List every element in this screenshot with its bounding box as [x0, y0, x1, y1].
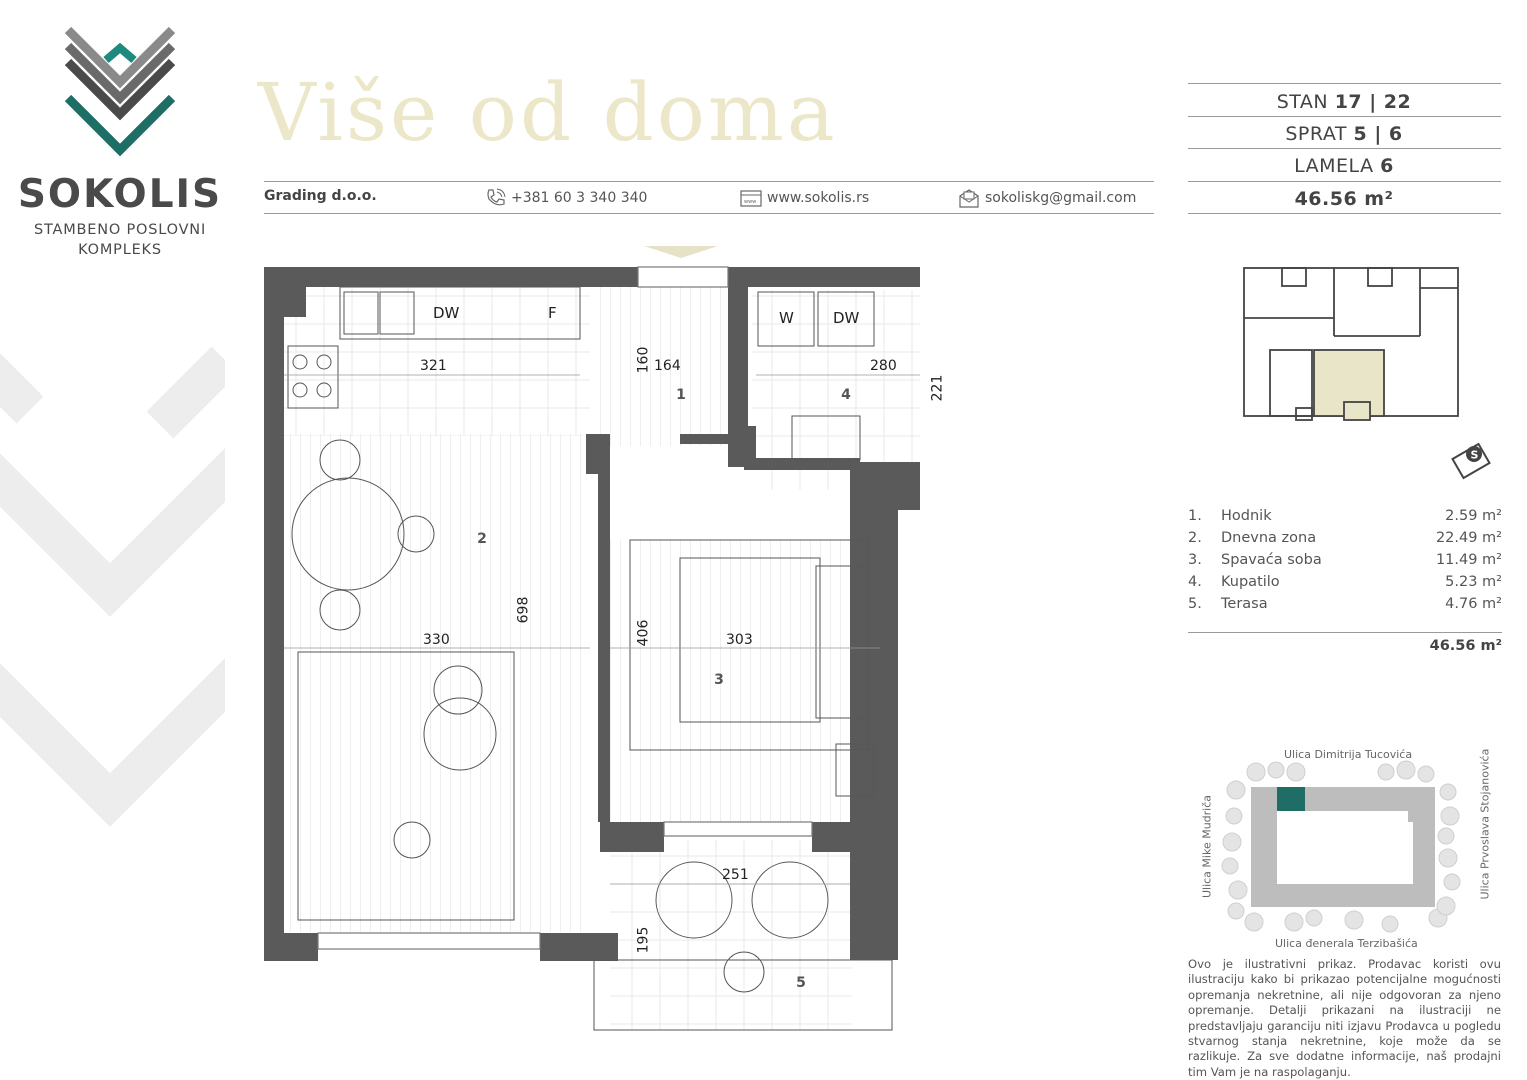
dishwasher-label: DW [833, 309, 860, 327]
unit-area: 46.56 m² [1294, 188, 1394, 210]
phone-number: +381 60 3 340 340 [511, 190, 648, 206]
floor-plan-drawing [240, 240, 920, 1040]
dimension-label: 195 [635, 926, 652, 954]
compass-letter: S [1470, 448, 1479, 462]
web-icon [740, 187, 762, 209]
company-name: Grading d.o.o. [264, 188, 377, 204]
dimension-label: 330 [423, 632, 450, 648]
sokolis-logo-mark [60, 24, 180, 160]
svg-text:www: www [744, 199, 757, 205]
website-url: www.sokolis.rs [767, 190, 870, 206]
email-address: sokoliskg@gmail.com [985, 190, 1137, 206]
north-compass-icon [1448, 440, 1494, 482]
apartment-floor-plan [240, 240, 946, 1040]
unit-number: STAN 17 | 22 [1276, 91, 1412, 113]
lamela-number: LAMELA 6 [1294, 155, 1394, 177]
dimension-label: 251 [722, 867, 749, 883]
dimension-label: 698 [515, 596, 532, 624]
dimension-label: 406 [635, 619, 652, 647]
divider [1188, 148, 1501, 149]
email-contact[interactable] [958, 187, 1136, 209]
list-item: 1. Hodnik 2.59 m² [1188, 508, 1502, 524]
dishwasher-label: DW [433, 304, 460, 322]
list-item: 2. Dnevna zona 22.49 m² [1188, 530, 1502, 546]
washer-label: W [779, 309, 794, 327]
disclaimer-text: Ovo je ilustrativni prikaz. Prodavac koristi ovu ilustraciju kako bi prikazao potencijalne mogućnosti opremanja nekretnine, ali nije odgovoran za njeno opremanje. Detalji prikazani na ilustraciji ne predstavljaju garanciju niti izjavu Prodavca u pogledu stvarnog stanja nekretnine, koje može da se razlikuje. Za sve dodatne informacije, naš prodajni tim Vam je na raspolaganju. [1188, 957, 1501, 1079]
street-label-bottom: Ulica đenerala Terzibašića [1275, 937, 1418, 950]
website-contact[interactable] [740, 187, 869, 209]
divider [1188, 116, 1501, 117]
dimension-label: 160 [635, 346, 652, 374]
street-label-right: Ulica Prvoslava Stojanovića [1478, 748, 1492, 900]
site-location-plan [1200, 746, 1500, 956]
street-label-left: Ulica Mike Mudriča [1200, 794, 1214, 899]
phone-contact[interactable] [484, 187, 647, 209]
brand-name: SOKOLIS [17, 172, 223, 217]
divider [1188, 181, 1501, 182]
list-item: 5. Terasa 4.76 m² [1188, 596, 1502, 612]
phone-icon [484, 187, 506, 209]
room-number-marker: 4 [832, 381, 860, 409]
entrance-arrow-icon [644, 246, 718, 258]
room-number-marker: 1 [667, 381, 695, 409]
room-number-marker: 5 [787, 969, 815, 997]
brand-subtitle: KOMPLEKS [78, 242, 162, 258]
contact-bar [264, 182, 1154, 214]
room-area-list [1188, 508, 1502, 618]
list-item: 4. Kupatilo 5.23 m² [1188, 574, 1502, 590]
list-item: 3. Spavaća soba 11.49 m² [1188, 552, 1502, 568]
floor-number: SPRAT 5 | 6 [1285, 123, 1403, 145]
brand-subtitle: STAMBENO POSLOVNI [33, 222, 207, 238]
mail-icon [958, 187, 980, 209]
slogan: Više od doma [258, 66, 838, 159]
total-area: 46.56 m² [1429, 638, 1502, 654]
dimension-label: 321 [420, 358, 447, 374]
dimension-label: 280 [870, 358, 897, 374]
divider [1188, 213, 1501, 214]
dimension-label: 303 [726, 632, 753, 648]
divider [1188, 632, 1502, 633]
fridge-label: F [548, 304, 557, 322]
dimension-label: 164 [654, 358, 681, 374]
dimension-label: 221 [929, 374, 946, 402]
street-label-top: Ulica Dimitrija Tucovića [1284, 748, 1413, 761]
divider [1188, 83, 1501, 84]
room-number-marker: 2 [468, 525, 496, 553]
room-number-marker: 3 [705, 666, 733, 694]
background-chevron-pattern [0, 340, 225, 900]
floor-key-plan [1240, 264, 1462, 424]
